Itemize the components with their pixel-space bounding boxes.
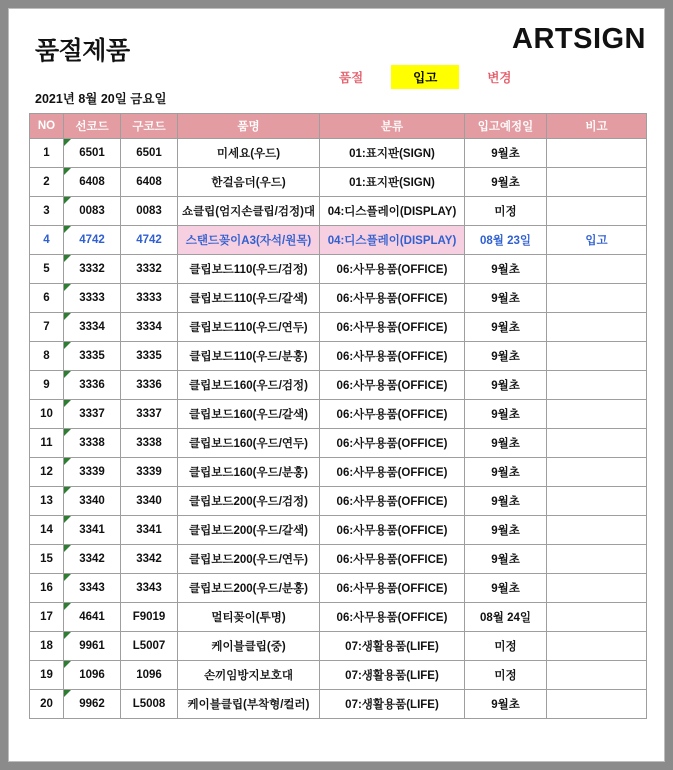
cell-line-code: 4641 (64, 603, 121, 632)
cell-category: 07:생활용품(LIFE) (320, 632, 465, 661)
table-row (30, 255, 647, 284)
cell-no: 16 (30, 574, 64, 603)
cell-note (547, 603, 647, 632)
cell-no: 5 (30, 255, 64, 284)
table-row (30, 313, 647, 342)
brand-logo: ARTSIGN (512, 23, 646, 55)
cell-product-name: 클립보드200(우드/갈색) (178, 516, 320, 545)
column-header-line-code: 선코드 (64, 114, 121, 139)
cell-line-code: 3339 (64, 458, 121, 487)
cell-eta: 9월초 (465, 371, 547, 400)
column-header-note: 비고 (547, 114, 647, 139)
document-date: 2021년 8월 20일 금요일 (35, 92, 167, 106)
cell-eta: 9월초 (465, 487, 547, 516)
cell-category: 04:디스플레이(DISPLAY) (320, 226, 465, 255)
table-row (30, 574, 647, 603)
cell-no: 11 (30, 429, 64, 458)
cell-no: 8 (30, 342, 64, 371)
cell-product-name: 미세요(우드) (178, 139, 320, 168)
cell-category: 06:사무용품(OFFICE) (320, 342, 465, 371)
cell-eta: 9월초 (465, 574, 547, 603)
legend-incoming: 입고 (391, 65, 459, 89)
cell-product-name: 한걸음더(우드) (178, 168, 320, 197)
cell-category: 06:사무용품(OFFICE) (320, 603, 465, 632)
cell-line-code: 3337 (64, 400, 121, 429)
cell-note (547, 313, 647, 342)
table-row (30, 632, 647, 661)
cell-note (547, 661, 647, 690)
legend-out-of-stock: 품절 (339, 71, 364, 85)
cell-category: 06:사무용품(OFFICE) (320, 371, 465, 400)
cell-category: 06:사무용품(OFFICE) (320, 284, 465, 313)
cell-product-name: 클립보드200(우드/분홍) (178, 574, 320, 603)
cell-note (547, 429, 647, 458)
cell-no: 2 (30, 168, 64, 197)
table-row (30, 197, 647, 226)
cell-eta: 9월초 (465, 255, 547, 284)
table-row (30, 516, 647, 545)
table-header-row (30, 114, 647, 139)
cell-no: 4 (30, 226, 64, 255)
cell-eta: 9월초 (465, 400, 547, 429)
cell-old-code: 3334 (121, 313, 178, 342)
cell-old-code: 3336 (121, 371, 178, 400)
cell-product-name: 클립보드110(우드/분홍) (178, 342, 320, 371)
cell-line-code: 9962 (64, 690, 121, 719)
cell-old-code: 3339 (121, 458, 178, 487)
table-row (30, 168, 647, 197)
table-row (30, 458, 647, 487)
cell-eta: 9월초 (465, 139, 547, 168)
document-header (9, 9, 664, 89)
cell-note (547, 487, 647, 516)
cell-product-name: 스탠드꽂이A3(자석/원목) (178, 226, 320, 255)
cell-eta: 08월 24일 (465, 603, 547, 632)
table-row (30, 487, 647, 516)
cell-old-code: 3335 (121, 342, 178, 371)
table-row (30, 139, 647, 168)
cell-old-code: 3340 (121, 487, 178, 516)
cell-line-code: 6408 (64, 168, 121, 197)
cell-category: 06:사무용품(OFFICE) (320, 574, 465, 603)
column-header-category: 분류 (320, 114, 465, 139)
cell-category: 06:사무용품(OFFICE) (320, 429, 465, 458)
cell-eta: 미정 (465, 661, 547, 690)
cell-product-name: 멀티꽂이(투명) (178, 603, 320, 632)
cell-product-name: 클립보드110(우드/갈색) (178, 284, 320, 313)
cell-old-code: 6501 (121, 139, 178, 168)
document-sheet (8, 8, 665, 762)
cell-no: 3 (30, 197, 64, 226)
cell-line-code: 3342 (64, 545, 121, 574)
cell-note (547, 458, 647, 487)
cell-note (547, 632, 647, 661)
cell-note (547, 545, 647, 574)
cell-no: 7 (30, 313, 64, 342)
cell-eta: 미정 (465, 632, 547, 661)
table-row (30, 400, 647, 429)
table-row (30, 603, 647, 632)
cell-note (547, 690, 647, 719)
cell-category: 01:표지판(SIGN) (320, 139, 465, 168)
cell-eta: 9월초 (465, 429, 547, 458)
cell-note (547, 371, 647, 400)
cell-product-name: 클립보드200(우드/연두) (178, 545, 320, 574)
cell-line-code: 9961 (64, 632, 121, 661)
cell-product-name: 케이블클립(중) (178, 632, 320, 661)
cell-eta: 9월초 (465, 284, 547, 313)
cell-no: 15 (30, 545, 64, 574)
table-row (30, 429, 647, 458)
cell-product-name: 케이블클립(부착형/컬러) (178, 690, 320, 719)
cell-note (547, 342, 647, 371)
cell-note (547, 516, 647, 545)
cell-category: 01:표지판(SIGN) (320, 168, 465, 197)
cell-eta: 9월초 (465, 313, 547, 342)
cell-eta: 9월초 (465, 458, 547, 487)
cell-product-name: 클립보드200(우드/검정) (178, 487, 320, 516)
cell-no: 13 (30, 487, 64, 516)
cell-category: 06:사무용품(OFFICE) (320, 458, 465, 487)
table-row (30, 661, 647, 690)
cell-no: 1 (30, 139, 64, 168)
cell-old-code: L5007 (121, 632, 178, 661)
cell-category: 06:사무용품(OFFICE) (320, 255, 465, 284)
cell-old-code: 3337 (121, 400, 178, 429)
cell-category: 06:사무용품(OFFICE) (320, 313, 465, 342)
cell-category: 06:사무용품(OFFICE) (320, 400, 465, 429)
cell-category: 06:사무용품(OFFICE) (320, 545, 465, 574)
cell-note (547, 168, 647, 197)
column-header-old-code: 구코드 (121, 114, 178, 139)
cell-old-code: F9019 (121, 603, 178, 632)
cell-eta: 9월초 (465, 342, 547, 371)
cell-product-name: 클립보드160(우드/분홍) (178, 458, 320, 487)
cell-line-code: 6501 (64, 139, 121, 168)
cell-old-code: 3343 (121, 574, 178, 603)
table-row (30, 690, 647, 719)
cell-category: 06:사무용품(OFFICE) (320, 516, 465, 545)
cell-old-code: L5008 (121, 690, 178, 719)
cell-note (547, 139, 647, 168)
cell-product-name: 쇼클립(엄지손클립/검정)대 (178, 197, 320, 226)
cell-old-code: 3332 (121, 255, 178, 284)
column-header-eta: 입고예정일 (465, 114, 547, 139)
cell-eta: 9월초 (465, 690, 547, 719)
cell-old-code: 3333 (121, 284, 178, 313)
cell-no: 9 (30, 371, 64, 400)
cell-no: 6 (30, 284, 64, 313)
cell-product-name: 클립보드110(우드/검정) (178, 255, 320, 284)
cell-no: 18 (30, 632, 64, 661)
cell-product-name: 클립보드160(우드/검정) (178, 371, 320, 400)
cell-note (547, 400, 647, 429)
cell-no: 20 (30, 690, 64, 719)
cell-old-code: 3342 (121, 545, 178, 574)
cell-category: 07:생활용품(LIFE) (320, 690, 465, 719)
products-table-body (30, 139, 647, 719)
column-header-name: 품명 (178, 114, 320, 139)
legend-changed: 변경 (487, 71, 512, 85)
cell-eta: 9월초 (465, 545, 547, 574)
cell-line-code: 3332 (64, 255, 121, 284)
cell-line-code: 3333 (64, 284, 121, 313)
cell-line-code: 3341 (64, 516, 121, 545)
products-table (29, 113, 647, 719)
cell-line-code: 3338 (64, 429, 121, 458)
cell-no: 12 (30, 458, 64, 487)
cell-note (547, 197, 647, 226)
page-title: 품절제품 (35, 37, 130, 65)
cell-old-code: 6408 (121, 168, 178, 197)
cell-line-code: 3340 (64, 487, 121, 516)
cell-line-code: 3336 (64, 371, 121, 400)
cell-line-code: 1096 (64, 661, 121, 690)
cell-category: 04:디스플레이(DISPLAY) (320, 197, 465, 226)
cell-category: 06:사무용품(OFFICE) (320, 487, 465, 516)
cell-no: 14 (30, 516, 64, 545)
cell-no: 10 (30, 400, 64, 429)
cell-old-code: 3338 (121, 429, 178, 458)
legend (339, 65, 511, 89)
cell-product-name: 클립보드160(우드/갈색) (178, 400, 320, 429)
cell-eta: 9월초 (465, 168, 547, 197)
cell-note: 입고 (547, 226, 647, 255)
column-header-no: NO (30, 114, 64, 139)
cell-category: 07:생활용품(LIFE) (320, 661, 465, 690)
cell-old-code: 4742 (121, 226, 178, 255)
cell-no: 17 (30, 603, 64, 632)
cell-note (547, 284, 647, 313)
cell-note (547, 574, 647, 603)
cell-old-code: 1096 (121, 661, 178, 690)
table-row (30, 226, 647, 255)
cell-product-name: 클립보드160(우드/연두) (178, 429, 320, 458)
table-row (30, 284, 647, 313)
cell-line-code: 4742 (64, 226, 121, 255)
table-row (30, 342, 647, 371)
cell-eta: 미정 (465, 197, 547, 226)
table-row (30, 545, 647, 574)
cell-eta: 9월초 (465, 516, 547, 545)
cell-no: 19 (30, 661, 64, 690)
cell-old-code: 3341 (121, 516, 178, 545)
cell-product-name: 클립보드110(우드/연두) (178, 313, 320, 342)
cell-eta: 08월 23일 (465, 226, 547, 255)
cell-product-name: 손끼임방지보호대 (178, 661, 320, 690)
cell-line-code: 3335 (64, 342, 121, 371)
cell-line-code: 3334 (64, 313, 121, 342)
table-row (30, 371, 647, 400)
cell-old-code: 0083 (121, 197, 178, 226)
cell-note (547, 255, 647, 284)
cell-line-code: 0083 (64, 197, 121, 226)
cell-line-code: 3343 (64, 574, 121, 603)
